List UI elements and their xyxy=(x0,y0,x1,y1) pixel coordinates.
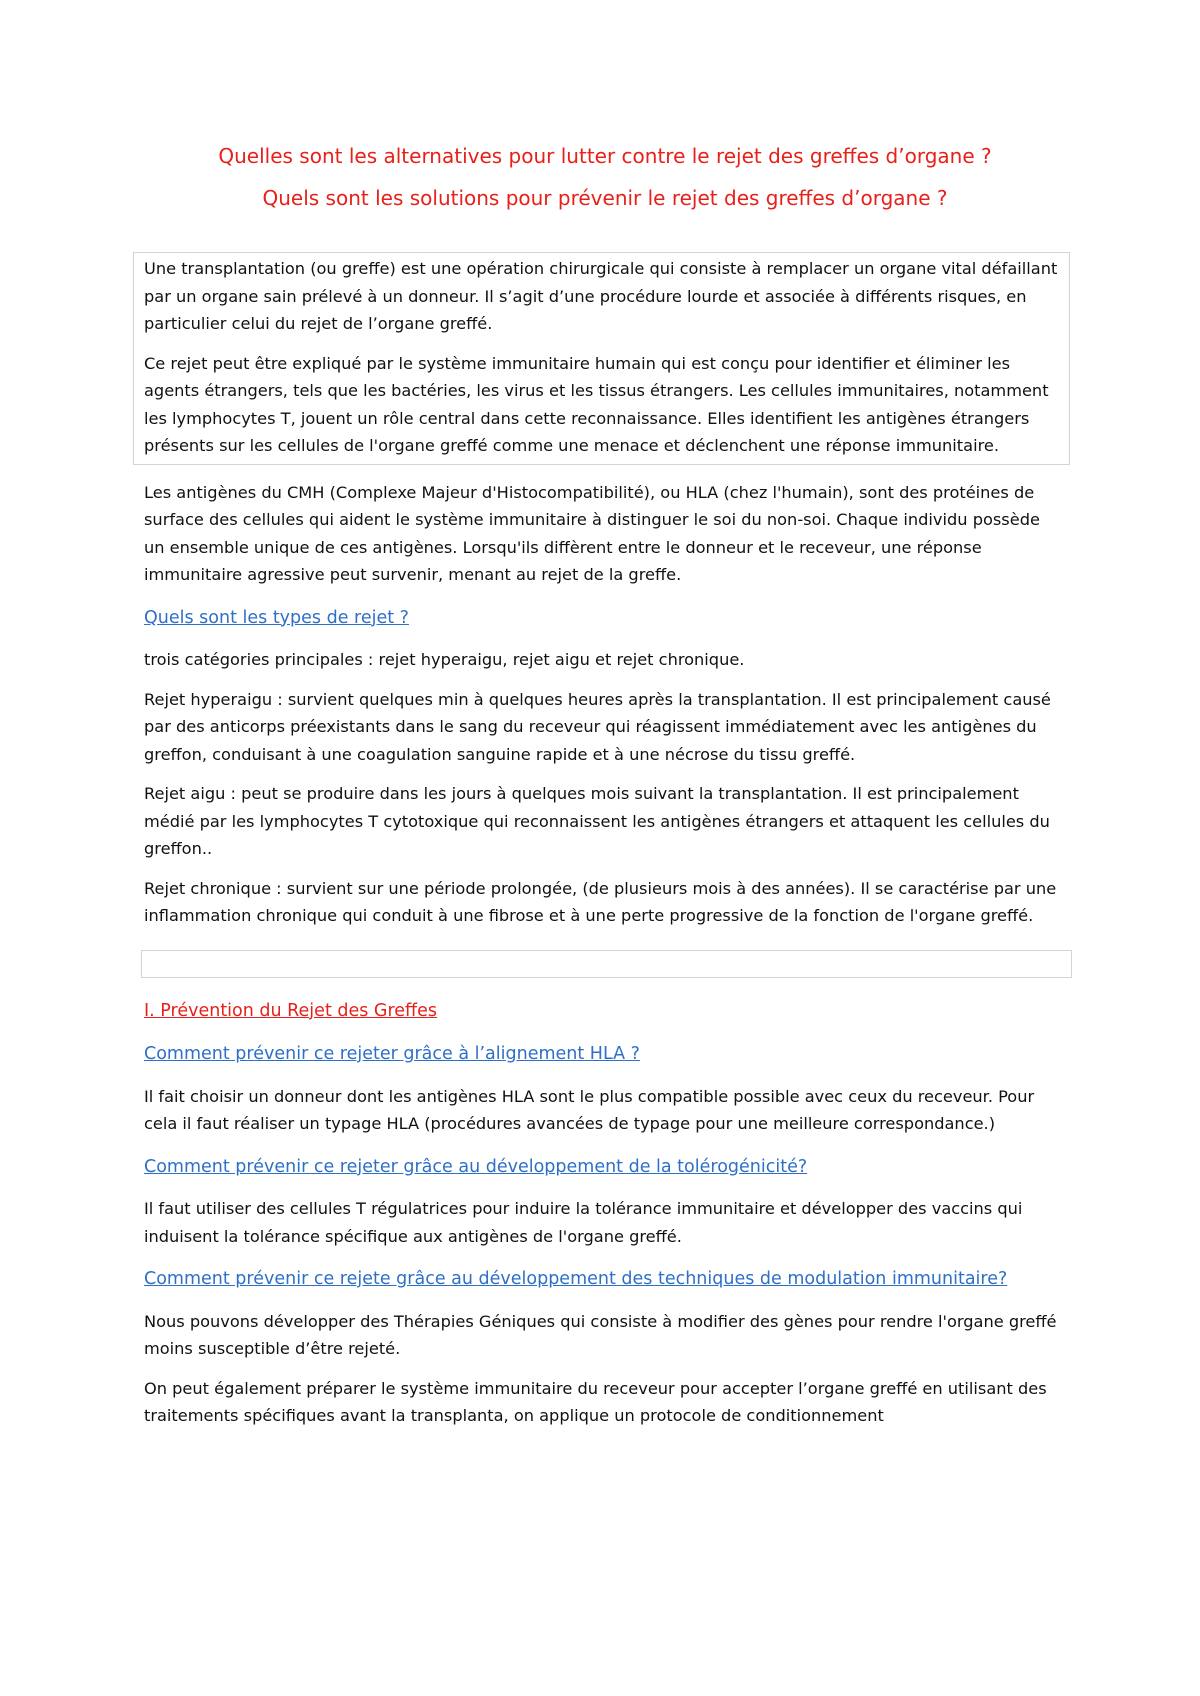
prevention-heading: I. Prévention du Rejet des Greffes xyxy=(144,1000,437,1021)
types-intro: trois catégories principales : rejet hyperaigu, rejet aigu et rejet chronique. xyxy=(144,650,745,669)
tolerogenicite-paragraph: Il faut utiliser des cellules T régulatrices pour induire la tolérance immunitaire et développer des vaccins qui induisent la tolérance spécifique aux antigènes de l'organe greffé. xyxy=(144,1199,1023,1246)
hla-heading: Comment prévenir ce rejeter grâce à l’alignement HLA ? xyxy=(144,1044,640,1064)
rejet-aigu-paragraph: Rejet aigu : peut se produire dans les jours à quelques mois suivant la transplantation. Il est principalement médié par les lymphocytes T cytotoxique qui reconnaissent les antigènes étrangers et attaquent les cellules du greffon.. xyxy=(144,784,1050,858)
modulation-paragraph-1: Nous pouvons développer des Thérapies Géniques qui consiste à modifier des gènes pour rendre l'organe greffé moins susceptible d’être rejeté. xyxy=(144,1311,1057,1358)
empty-frame xyxy=(141,950,1072,978)
modulation-heading: Comment prévenir ce rejete grâce au développement des techniques de modulation immunitaire? xyxy=(144,1269,1008,1289)
intro-box xyxy=(133,252,1070,465)
intro-paragraph-1: Une transplantation (ou greffe) est une opération chirurgicale qui consiste à remplacer un organe vital défaillant par un organe sain prélevé à un donneur. Il s’agit d’une procédure lourde et associée à différents risques, en particulier celui du rejet de l’organe greffé. xyxy=(144,259,1058,333)
types-heading: Quels sont les types de rejet ? xyxy=(144,607,409,628)
cmh-paragraph: Les antigènes du CMH (Complexe Majeur d'Histocompatibilité), ou HLA (chez l'humain), sont des protéines de surface des cellules qui aident le système immunitaire à distinguer le soi du non-soi. Chaque individu possède un ensemble unique de ces antigènes. Lorsqu'ils diffèrent entre le donneur et le receveur, une réponse immunitaire agressive peut survenir, menant au rejet de la greffe. xyxy=(144,482,1040,584)
modulation-paragraph-2: On peut également préparer le système immunitaire du receveur pour accepter l’organe greffé en utilisant des traitements spécifiques avant la transplanta, on applique un protocole de conditionnement xyxy=(144,1378,1047,1425)
hla-paragraph: Il fait choisir un donneur dont les antigènes HLA sont le plus compatible possible avec ceux du receveur. Pour cela il faut réaliser un typage HLA (procédures avancées de typage pour une meilleure correspondance.) xyxy=(144,1086,1035,1133)
title-line-1: Quelles sont les alternatives pour lutter contre le rejet des greffes d’organe ? xyxy=(218,144,992,168)
title-line-2: Quels sont les solutions pour prévenir le rejet des greffes d’organe ? xyxy=(262,186,948,210)
tolerogenicite-heading: Comment prévenir ce rejeter grâce au développement de la tolérogénicité? xyxy=(144,1156,808,1177)
intro-paragraph-2: Ce rejet peut être expliqué par le système immunitaire humain qui est conçu pour identifier et éliminer les agents étrangers, tels que les bactéries, les virus et les tissus étrangers. Les cellules immunitaires, notamment les lymphocytes T, jouent un rôle central dans cette reconnaissance. Elles identifient les antigènes étrangers présents sur les cellules de l'organe greffé comme une menace et déclenchent une réponse immunitaire. xyxy=(144,353,1049,455)
rejet-hyperaigu-paragraph: Rejet hyperaigu : survient quelques min à quelques heures après la transplantation. Il est principalement causé par des anticorps préexistants dans le sang du receveur qui réagissent immédiatement avec les antigènes du greffon, conduisant à une coagulation sanguine rapide et à une nécrose du tissu greffé. xyxy=(144,689,1051,764)
rejet-chronique-paragraph: Rejet chronique : survient sur une période prolongée, (de plusieurs mois à des années). Il se caractérise par une inflammation chronique qui conduit à une fibrose et à une perte progressive de la fonction de l'organe greffé. xyxy=(144,878,1057,925)
document-title xyxy=(140,144,1070,211)
document-body xyxy=(144,252,1064,1442)
